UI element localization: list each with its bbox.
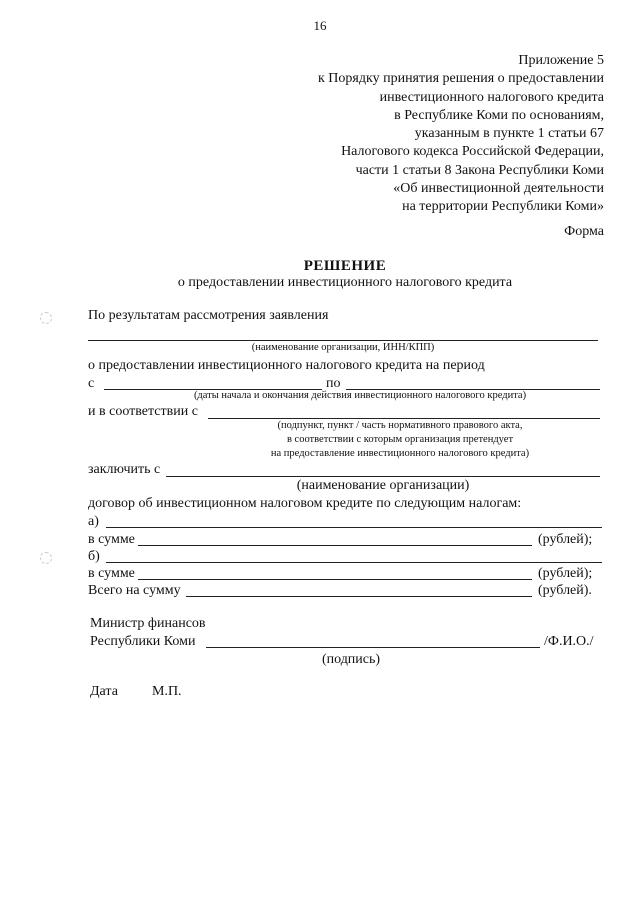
signature-hint: (подпись) — [321, 652, 381, 667]
dates-hint: (даты начала и окончания действия инвестиционного налогового кредита) — [193, 390, 527, 401]
conclude-org-line[interactable] — [166, 476, 600, 477]
date-label: Дата — [90, 684, 118, 699]
contract-text: договор об инвестиционном налоговом кредите по следующим налогам: — [88, 496, 522, 511]
minister-title-2: Республики Коми — [90, 634, 196, 649]
annex-line: «Об инвестиционной деятельности — [393, 181, 604, 197]
to-label: по — [326, 376, 341, 391]
annex-line: части 1 статьи 8 Закона Республики Коми — [355, 162, 604, 178]
sum-a-line[interactable] — [138, 545, 532, 546]
accordance-label: и в соответствии с — [88, 404, 198, 419]
total-sum-line[interactable] — [186, 596, 532, 597]
conclude-label: заключить с — [88, 462, 161, 477]
rubles-total-label: (рублей). — [538, 583, 592, 598]
stamp-label: М.П. — [152, 684, 182, 699]
legal-act-hint-2: в соответствии с которым организация претендует — [286, 434, 514, 445]
minister-title-1: Министр финансов — [90, 616, 206, 631]
annex-block — [318, 52, 604, 217]
rubles-b-label: (рублей); — [538, 566, 593, 581]
rubles-a-label: (рублей); — [538, 532, 593, 547]
annex-line: указанным в пункте 1 статьи 67 — [414, 126, 604, 142]
item-b-label: б) — [88, 549, 100, 564]
conclude-org-hint: (наименование организации) — [296, 478, 470, 493]
fio-label: /Ф.И.О./ — [544, 634, 594, 649]
punch-hole-mark — [40, 312, 52, 324]
item-a-label: а) — [88, 514, 99, 529]
sum-a-label: в сумме — [88, 532, 135, 547]
document-subtitle: о предоставлении инвестиционного налогового кредита — [177, 275, 513, 290]
sum-b-line[interactable] — [138, 579, 532, 580]
sum-b-label: в сумме — [88, 566, 135, 581]
legal-act-hint-3: на предоставление инвестиционного налогового кредита) — [270, 448, 530, 459]
period-text: о предоставлении инвестиционного налогового кредита на период — [88, 358, 485, 373]
annex-line: на территории Республики Коми» — [402, 199, 604, 215]
legal-act-hint-1: (подпункт, пункт / часть нормативного правового акта, — [277, 420, 523, 431]
annex-line: Приложение 5 — [518, 53, 604, 68]
annex-line: инвестиционного налогового кредита — [379, 89, 604, 105]
from-label: с — [88, 376, 95, 391]
tax-a-line[interactable] — [106, 527, 602, 528]
legal-act-line[interactable] — [208, 418, 600, 419]
page-number: 16 — [313, 18, 327, 33]
signature-line[interactable] — [206, 647, 540, 648]
org-field-line[interactable] — [88, 340, 598, 341]
tax-b-line[interactable] — [106, 562, 602, 563]
total-label: Всего на сумму — [88, 583, 181, 598]
form-label: Форма — [564, 224, 604, 239]
annex-line: в Республике Коми по основаниям, — [394, 107, 604, 123]
document-title: РЕШЕНИЕ — [303, 258, 387, 274]
intro-text: По результатам рассмотрения заявления — [88, 308, 329, 323]
annex-line: к Порядку принятия решения о предоставлении — [318, 71, 604, 87]
annex-line: Налогового кодекса Российской Федерации, — [341, 144, 604, 160]
punch-hole-mark — [40, 552, 52, 564]
org-field-hint: (наименование организации, ИНН/КПП) — [251, 342, 435, 353]
